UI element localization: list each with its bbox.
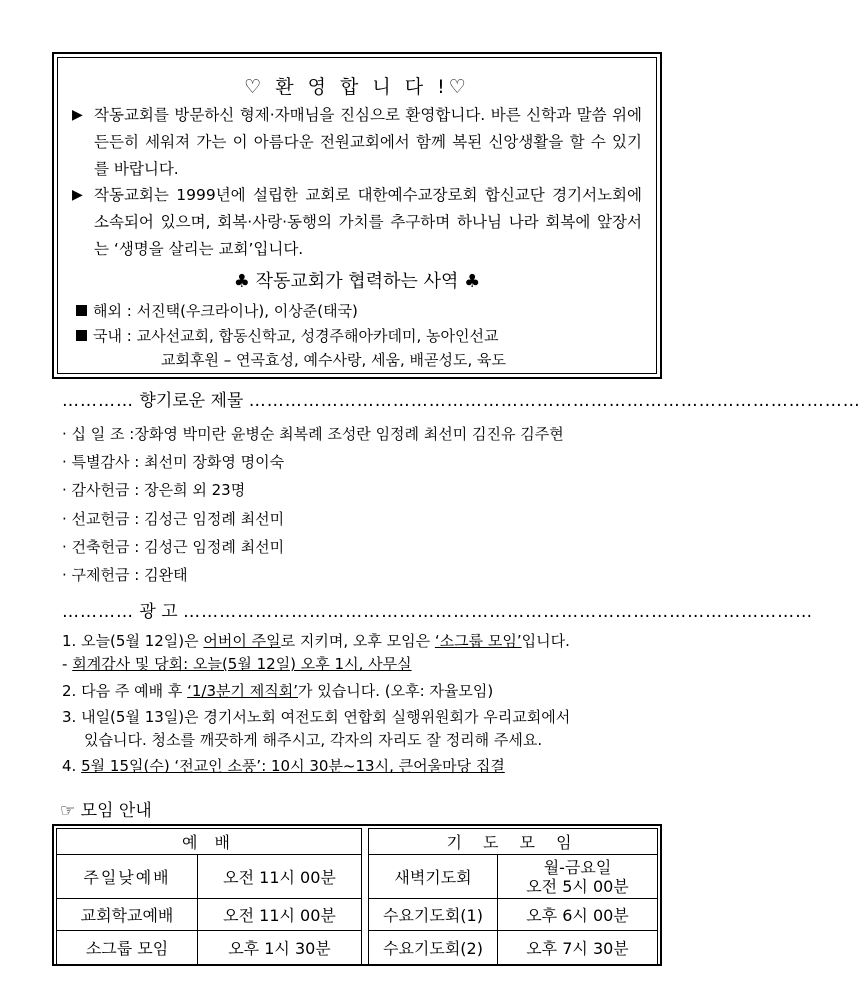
prayer-table	[368, 828, 658, 965]
offering-value: 장화영 박미란 윤병순 최복례 조성란 임정례 최선미 김진유 김주현	[134, 425, 564, 443]
welcome-paragraph-1	[72, 102, 642, 183]
meeting-tables	[52, 824, 662, 966]
notice-heading-text: 광 고	[139, 602, 178, 622]
offering-row	[62, 533, 564, 561]
prayer-name: 새벽기도회	[369, 855, 498, 899]
prayer-name: 수요기도회(2)	[369, 931, 498, 965]
notice-item-3: 3. 내일(5월 13일)은 경기서노회 여전도회 연합회 실행위원회가 우리교회에서	[62, 707, 571, 726]
offering-label: · 특별감사 :	[62, 453, 140, 472]
offering-row	[62, 505, 564, 533]
bullet-square-icon	[76, 305, 87, 316]
ministry-domestic	[76, 324, 498, 348]
notice-item-1: 1. 오늘(5월 12일)은 어버이 주일로 지키며, 오후 모임은 ‘소그룹 모임’입니다.	[62, 632, 570, 650]
overseas-value: 서진택(우크라이나), 이상준(태국)	[136, 302, 358, 320]
domestic-label: 국내 :	[93, 327, 132, 345]
offering-label: · 십 일 조 :	[62, 425, 135, 443]
offering-value: 장은희 외 23명	[144, 481, 246, 500]
worship-time: 오후 1시 30분	[198, 931, 362, 965]
offering-list	[62, 420, 564, 589]
offering-value: 최선미 장화영 명이숙	[144, 453, 285, 472]
worship-header: 예 배	[57, 829, 362, 855]
offering-row	[62, 476, 564, 504]
worship-name: 교회학교예배	[57, 899, 198, 931]
offering-label: · 선교헌금 :	[62, 509, 140, 528]
bullet-triangle-icon: ▶	[72, 187, 83, 203]
overseas-label: 해외 :	[93, 302, 132, 320]
bullet-square-icon	[76, 330, 87, 341]
notice-item-4: 4. 5월 15일(수) ‘전교인 소풍’: 10시 30분~13시, 큰어울마당 집결	[62, 757, 505, 776]
welcome-box	[52, 52, 662, 379]
ministry-title: ♣ 작동교회가 협력하는 사역 ♣	[233, 271, 481, 292]
notice-item-2: 2. 다음 주 예배 후 ‘1/3분기 제직회’가 있습니다. (오후: 자율모임)	[62, 681, 494, 700]
prayer-time	[498, 855, 658, 899]
offering-value: 김완태	[144, 565, 188, 584]
offering-row	[62, 420, 564, 448]
offering-heading-text: 향기로운 제물	[139, 391, 244, 411]
offering-row	[62, 561, 564, 589]
domestic-line-2: 교회후원 – 연곡효성, 예수사랑, 세움, 배곧성도, 육도	[161, 351, 506, 369]
notice-item-1-sub: - 회계감사 및 당회: 오늘(5월 12일) 오후 1시, 사무실	[62, 655, 412, 674]
prayer-time: 오후 7시 30분	[498, 931, 658, 965]
notice-list	[62, 630, 662, 779]
offering-label: · 구제헌금 :	[62, 565, 140, 584]
prayer-time-hour: 오전 5시 00분	[526, 876, 629, 896]
offering-label: · 감사헌금 :	[62, 481, 140, 500]
ministry-overseas	[76, 299, 358, 323]
meeting-heading: ☞ 모임 안내	[60, 801, 152, 821]
prayer-time-days: 월-금요일	[543, 857, 612, 877]
welcome-paragraph-2	[72, 182, 642, 263]
worship-name: 주일낮예배	[57, 855, 198, 899]
prayer-time: 오후 6시 00분	[498, 899, 658, 931]
offering-value: 김성근 임정례 최선미	[144, 509, 285, 528]
offering-row	[62, 448, 564, 476]
offering-value: 김성근 임정례 최선미	[144, 537, 285, 556]
worship-table	[56, 828, 362, 965]
offering-heading: ………… 향기로운 제물 …………………………………………………………………………………………	[62, 391, 861, 411]
prayer-header: 기 도 모 임	[369, 829, 658, 855]
prayer-name: 수요기도회(1)	[369, 899, 498, 931]
worship-time: 오전 11시 00분	[198, 855, 362, 899]
worship-time: 오전 11시 00분	[198, 899, 362, 931]
bullet-triangle-icon: ▶	[72, 107, 83, 123]
offering-label: · 건축헌금 :	[62, 537, 140, 556]
welcome-paragraph-text: 작동교회는 1999년에 설립한 교회로 대한예수교장로회 합신교단 경기서노회에 소속되어 있으며, 회복·사랑·동행의 가치를 추구하며 하나님 나라 회복에 앞장서는 ‘생명을 살리는 교회’입니다.	[94, 186, 642, 258]
welcome-title: ♡ 환 영 합 니 다 !♡	[244, 76, 470, 98]
welcome-paragraph-text: 작동교회를 방문하신 형제·자매님을 진심으로 환영합니다. 바른 신학과 말씀 위에 든든히 세워져 가는 이 아름다운 전원교회에서 함께 복된 신앙생활을 할 수 있기를 바랍니다.	[94, 106, 642, 178]
notice-heading: ………… 광 고 ……………………………………………………………………………………………	[62, 602, 814, 622]
notice-item-3-cont: 있습니다. 청소를 깨끗하게 해주시고, 각자의 자리도 잘 정리해 주세요.	[84, 731, 543, 750]
domestic-line-1: 교사선교회, 합동신학교, 성경주해아카데미, 농아인선교	[136, 327, 499, 345]
worship-name: 소그룹 모임	[57, 931, 198, 965]
